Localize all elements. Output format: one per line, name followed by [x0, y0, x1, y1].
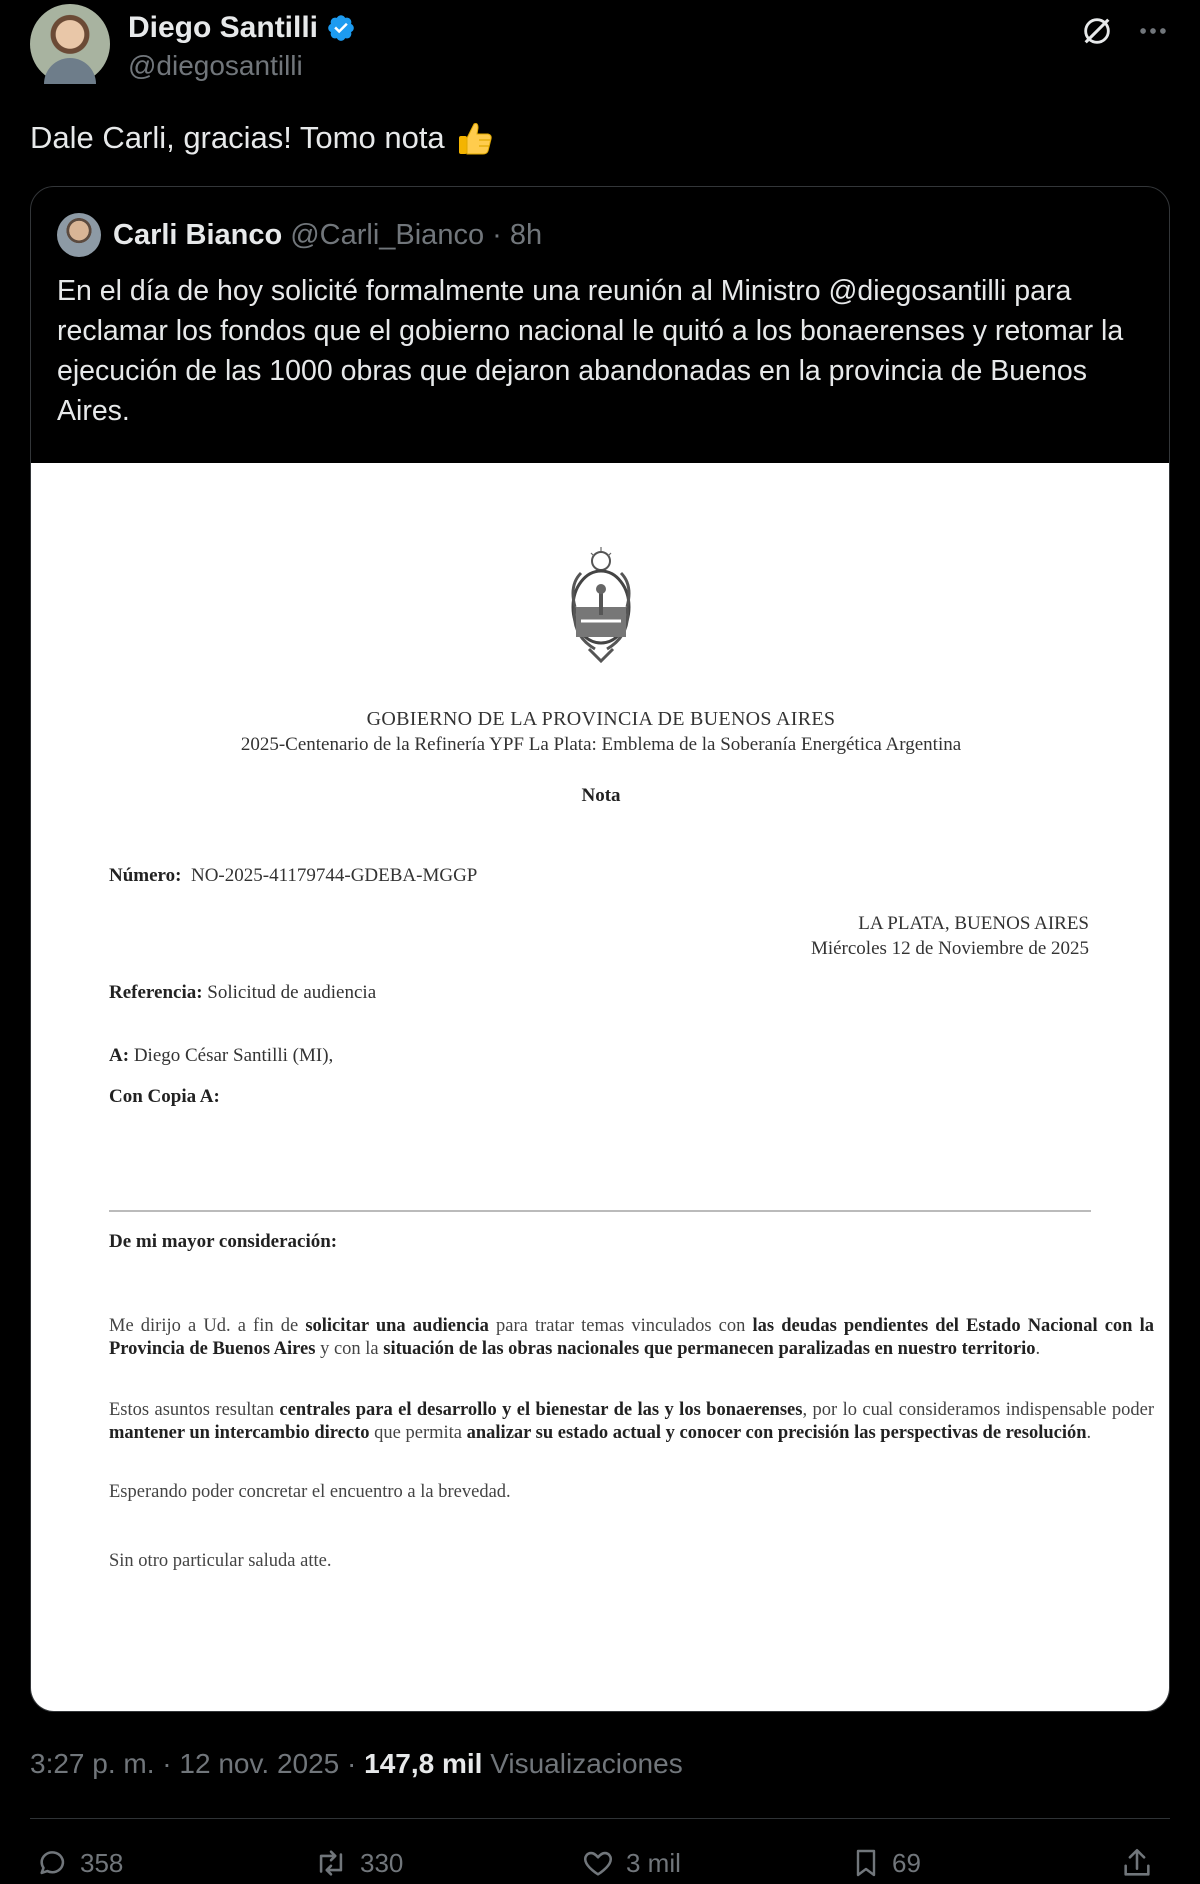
doc-copia-label: Con Copia A:	[109, 1086, 220, 1107]
grok-icon[interactable]	[1080, 14, 1114, 48]
heart-icon	[580, 1846, 616, 1880]
p2-text-2: , por lo cual consideramos indispensable poder	[802, 1400, 1154, 1420]
views-label: Visualizaciones	[482, 1748, 683, 1779]
quoted-tweet[interactable]	[30, 186, 1170, 1712]
author-avatar[interactable]	[30, 4, 110, 84]
time-date[interactable]: 3:27 p. m. · 12 nov. 2025 ·	[30, 1748, 365, 1779]
quoted-handle-time: @Carli_Bianco · 8h	[290, 218, 543, 251]
repost-count: 330	[360, 1847, 404, 1878]
reply-button[interactable]	[36, 1846, 123, 1880]
p2-text-1: Estos asuntos resultan	[109, 1400, 280, 1420]
doc-date: Miércoles 12 de Noviembre de 2025	[810, 938, 1089, 959]
doc-paragraph-2	[109, 1399, 1154, 1445]
p2-bold-3: analizar su estado actual y conocer con precisión las perspectivas de resolución	[466, 1423, 1087, 1443]
action-bar	[30, 1846, 1170, 1884]
doc-divider	[109, 1210, 1091, 1212]
p1-text-4: .	[1035, 1339, 1041, 1359]
verified-badge-icon	[326, 13, 356, 43]
bookmark-icon	[850, 1846, 882, 1880]
doc-greeting-text: De mi mayor consideración:	[109, 1231, 338, 1252]
tweet-header	[30, 4, 1170, 90]
like-count: 3 mil	[626, 1847, 681, 1878]
views-count: 147,8 mil	[364, 1748, 483, 1779]
doc-recipient-value: Diego César Santilli (MI),	[133, 1045, 334, 1066]
bookmark-count: 69	[892, 1847, 921, 1878]
top-icons	[1080, 14, 1170, 48]
author-display-name[interactable]: Diego Santilli	[128, 11, 319, 44]
doc-centenario-line: 2025-Centenario de la Refinería YPF La Plata: Emblema de la Soberanía Energética Argentina	[240, 734, 962, 755]
more-options-icon[interactable]	[1136, 14, 1170, 48]
doc-referencia-value: Solicitud de audiencia	[207, 982, 377, 1003]
p1-bold-2: las deudas pendientes del Estado Nacional con la Provincia de Buenos Aires	[109, 1316, 1154, 1359]
p1-text-1: Me dirijo a Ud. a fin de	[109, 1316, 306, 1336]
p2-bold-2: mantener un intercambio directo	[109, 1423, 370, 1443]
reply-icon	[36, 1846, 70, 1880]
document-image[interactable]	[31, 463, 1170, 1712]
doc-nota-title: Nota	[581, 785, 621, 806]
doc-numero-label: Número:	[109, 865, 182, 886]
thumbs-up-emoji-icon	[455, 118, 495, 158]
p2-text-4: .	[1086, 1423, 1092, 1443]
separator	[30, 1818, 1170, 1819]
quoted-header	[57, 213, 542, 257]
p1-text-3: y con la	[315, 1339, 384, 1359]
author-handle[interactable]: @diegosantilli	[128, 50, 303, 81]
p2-bold-1: centrales para el desarrollo y el bienestar de las y los bonaerenses	[279, 1400, 803, 1420]
author-name-row	[128, 10, 356, 46]
doc-place: LA PLATA, BUENOS AIRES	[858, 913, 1089, 934]
reply-count: 358	[80, 1847, 124, 1878]
like-button[interactable]	[580, 1846, 681, 1880]
doc-referencia	[109, 982, 376, 1004]
p2-text-3: que permita	[369, 1423, 467, 1443]
doc-paragraph-3: Esperando poder concretar el encuentro a la brevedad.	[109, 1482, 511, 1502]
repost-icon	[312, 1846, 350, 1880]
doc-numero-value: NO-2025-41179744-GDEBA-MGGP	[190, 865, 478, 886]
p1-bold-1: solicitar una audiencia	[305, 1316, 489, 1336]
repost-button[interactable]	[312, 1846, 403, 1880]
coat-of-arms-seal-icon	[559, 545, 643, 665]
doc-greeting	[109, 1231, 337, 1253]
doc-government-title: GOBIERNO DE LA PROVINCIA DE BUENOS AIRES	[366, 708, 836, 730]
p1-bold-3: situación de las obras nacionales que permanecen paralizadas en nuestro territorio	[383, 1339, 1036, 1359]
tweet-text-row	[30, 118, 495, 158]
share-icon	[1120, 1846, 1154, 1880]
bookmark-button[interactable]	[850, 1846, 921, 1880]
tweet-timestamp	[30, 1748, 683, 1780]
tweet-text: Dale Carli, gracias! Tomo nota	[30, 120, 445, 155]
doc-closing: Sin otro particular saluda atte.	[109, 1551, 332, 1571]
doc-paragraph-1	[109, 1315, 1154, 1361]
quoted-display-name: Carli Bianco	[113, 218, 283, 251]
quoted-text: En el día de hoy solicité formalmente una reunión al Ministro @diegosantilli para reclamar los fondos que el gobierno nacional le quitó a los bonaerenses y retomar la ejecución de las 1000 obras que dejaron abandonadas en la provincia de Buenos Aires.	[57, 275, 1124, 427]
doc-copia	[109, 1086, 220, 1108]
doc-recipient	[109, 1045, 333, 1067]
doc-referencia-label: Referencia:	[109, 982, 203, 1003]
share-button[interactable]	[1120, 1846, 1164, 1880]
p1-text-2: para tratar temas vinculados con	[488, 1316, 753, 1336]
doc-numero	[109, 865, 477, 887]
quoted-avatar	[57, 213, 101, 257]
doc-recipient-label: A:	[109, 1045, 130, 1066]
